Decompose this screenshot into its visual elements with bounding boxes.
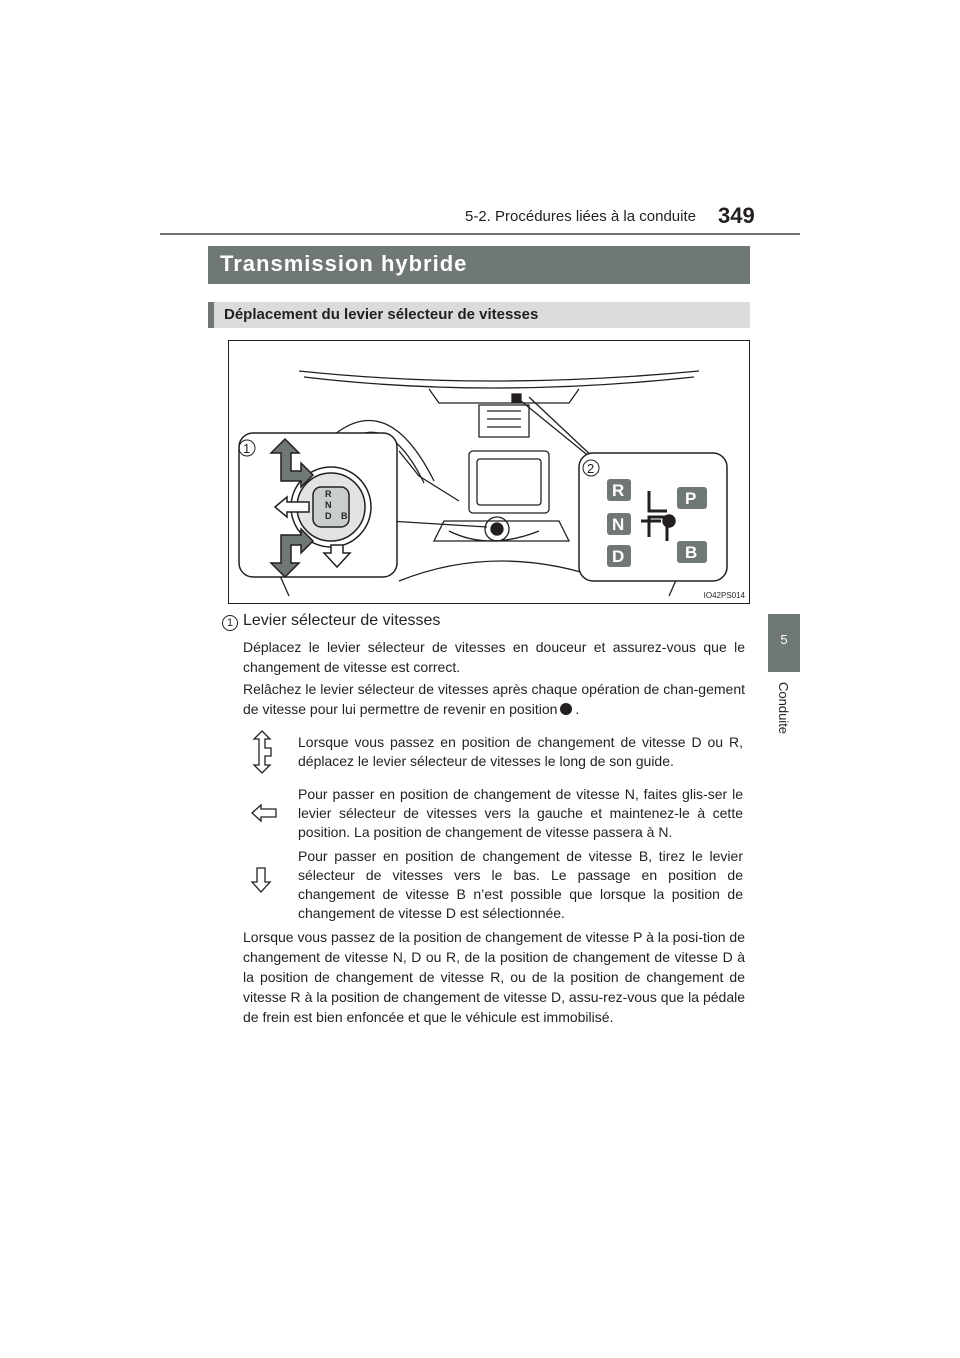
chapter-tab: [768, 614, 800, 672]
paragraph-2-text: Relâchez le levier sélecteur de vitesses après chaque opération de chan-gement de vitesse pour lui permettre de revenir en position: [243, 681, 745, 717]
subsection-title: Déplacement du levier sélecteur de vitesses: [224, 306, 539, 323]
section-title-bar: [208, 246, 750, 284]
paragraph-2: [243, 679, 745, 719]
operation-2-text: Pour passer en position de changement de vitesse N, faites glis-ser le levier sélecteur de vitesses vers la gauche et maintenez-le à cette position. La position de changement de vitesse passera à N.: [298, 786, 743, 840]
chapter-number: 5: [780, 632, 788, 647]
knob-label-r: R: [325, 489, 332, 499]
operation-1-text: Lorsque vous passez en position de changement de vitesse D ou R, déplacez le levier sélecteur de vitesses le long de son guide.: [298, 734, 743, 769]
paragraph-2-end: .: [575, 701, 580, 717]
item-number-circle: 1: [222, 615, 238, 631]
section-title: Transmission hybride: [220, 251, 468, 276]
callout-2-box: [579, 453, 727, 581]
header-section: 5-2. Procédures liées à la conduite: [465, 208, 696, 225]
neutral-position-dot-icon: [560, 703, 572, 715]
gear-label-p: P: [685, 489, 697, 508]
shift-lever-illustration: [228, 340, 750, 604]
chapter-label: Conduite: [776, 682, 791, 735]
gear-label-b: B: [685, 543, 698, 562]
knob-label-b: B: [341, 511, 348, 521]
knob-label-n: N: [325, 500, 332, 510]
subsection-title-bar: [208, 302, 750, 328]
chapter-label-wrap: [771, 682, 797, 762]
operation-3-text: Pour passer en position de changement de vitesse B, tirez le levier sélecteur de vitesses vers le bas. Le passage en position de changement de vitesse B n’est possible que lorsque la position de changement de vitesse D est sélectionnée.: [298, 848, 743, 921]
knob-label-d: D: [325, 511, 332, 521]
subsection-accent: [208, 302, 214, 328]
dashboard-drawing: [229, 341, 749, 603]
left-arrow-icon: [250, 803, 278, 828]
page-number: 349: [718, 203, 755, 228]
gear-label-r: R: [612, 481, 625, 500]
up-down-arrow-icon: [250, 730, 274, 779]
gear-label-d: D: [612, 547, 625, 566]
paragraph-3: Lorsque vous passez de la position de changement de vitesse P à la posi-tion de changement de vitesse N, D ou R, de la position de changement de vitesse D à la position de changement de vitesse R, ou de la position de changement de vitesse R à la position de changement de vitesse D, assu-rez-vous que la pédale de frein est bien enfoncée et que le véhicule est immobilisé.: [243, 929, 745, 1025]
item-number: [222, 613, 238, 631]
figure-code: IO42PS014: [703, 591, 745, 600]
down-arrow-icon: [250, 866, 272, 899]
paragraph-1: Déplacez le levier sélecteur de vitesses en douceur et assurez-vous que le changement de vitesse est correct.: [243, 639, 745, 675]
gear-label-n: N: [612, 515, 625, 534]
callout-2-label: 2: [587, 461, 595, 476]
callout-1-label: 1: [243, 441, 251, 456]
callout-1-box: [239, 433, 397, 577]
header-rule: [160, 233, 800, 235]
item-title: Levier sélecteur de vitesses: [243, 612, 441, 629]
